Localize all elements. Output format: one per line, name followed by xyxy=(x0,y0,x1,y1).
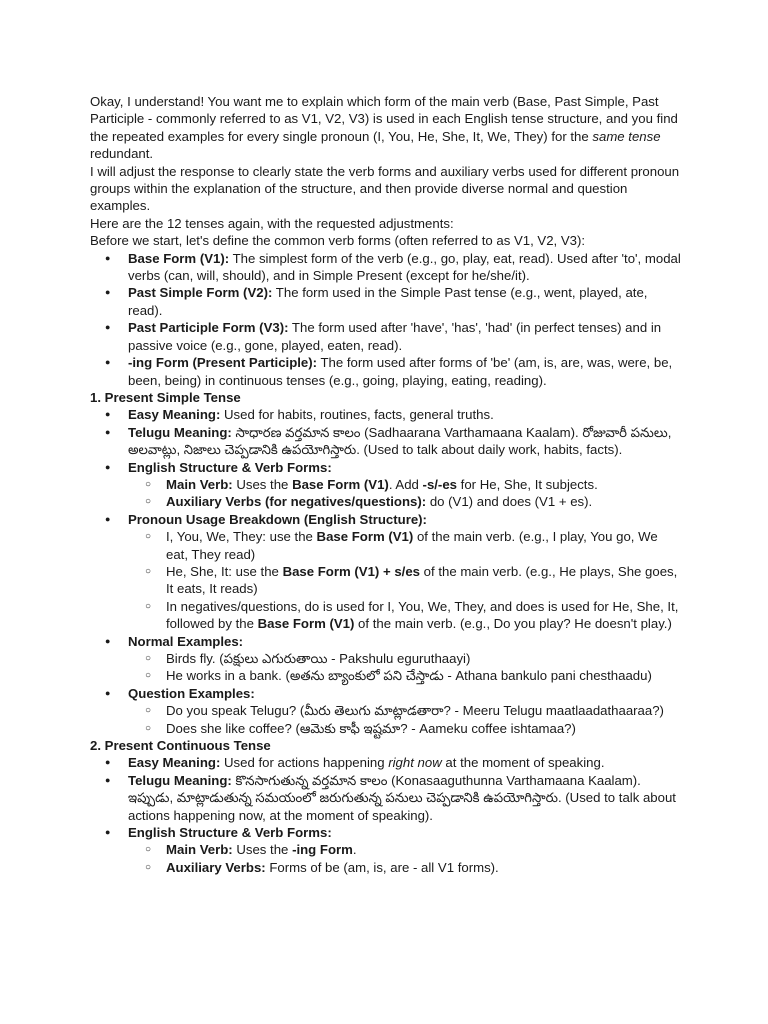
text-run: In negatives/questions, do is used for I, You, We, They, and does is used for He, She, It, followed by the xyxy=(166,598,679,632)
verb-form-item xyxy=(90,319,682,354)
sub-bullet-item xyxy=(128,841,682,858)
bold-term: Telugu Meaning: xyxy=(128,424,232,440)
bold-term: Base Form (V1) + s/es xyxy=(282,563,420,579)
bullet-item xyxy=(90,511,682,633)
bullet-text xyxy=(128,512,427,527)
text-run: Before we start, let's define the common verb forms (often referred to as V1, V2, V3): xyxy=(90,233,586,249)
bold-term: English Structure & Verb Forms: xyxy=(128,459,332,475)
sub-bullet-item xyxy=(128,650,682,667)
bullet-item xyxy=(90,406,682,423)
bullet-text xyxy=(128,634,243,649)
text-run: . xyxy=(352,842,357,858)
text-run: of the main verb. (e.g., I play, You go, We eat, They read) xyxy=(166,529,658,562)
verb-form-item xyxy=(90,250,682,285)
sub-bullet-item xyxy=(128,476,682,493)
text-run: of the main verb. (e.g., Do you play? He doesn't play.) xyxy=(354,616,672,632)
text-run: Do you speak Telugu? (మీరు తెలుగు మాట్లాడతారా? - Meeru Telugu maatlaadathaaraa?) xyxy=(166,703,664,719)
intro-paragraph xyxy=(90,93,682,163)
bold-term: -ing Form (Present Participle): xyxy=(128,355,318,371)
sub-list xyxy=(128,650,682,685)
text-run: . Add xyxy=(388,476,423,492)
text-run: కొనసాగుతున్న వర్తమాన కాలం (Konasaaguthunna Varthamaana Kaalam). ఇప్పుడు, మాట్లాడుతున్న సమయంలో జరుగుతున్న పనులు చెప్పడానికి ఉపయోగిస్తారు. (Used to talk about actions happening now, at the moment of speaking). xyxy=(128,772,676,823)
bold-term: Base Form (V1) xyxy=(292,476,389,492)
text-run: The form used in the Simple Past tense (e.g., went, played, ate, read). xyxy=(128,285,648,318)
text-run: for He, She, It subjects. xyxy=(457,476,598,492)
sub-bullet-item xyxy=(128,528,682,563)
intro-paragraph xyxy=(90,215,682,232)
verb-form-item xyxy=(90,354,682,389)
text-run: I, You, We, They: use the xyxy=(166,529,317,545)
bold-term: Auxiliary Verbs: xyxy=(166,859,266,875)
sub-list xyxy=(128,841,682,876)
text-run: Used for habits, routines, facts, general truths. xyxy=(220,407,494,423)
bold-term: English Structure & Verb Forms: xyxy=(128,825,332,841)
bullet-item xyxy=(90,772,682,824)
text-run: Used for actions happening xyxy=(220,755,389,771)
text-run: of the main verb. (e.g., He plays, She goes, It eats, It reads) xyxy=(166,563,678,597)
text-run: redundant. xyxy=(90,146,154,162)
intro-section xyxy=(90,93,682,250)
bold-term: Main Verb: xyxy=(166,842,233,858)
bold-term: -s/-es xyxy=(422,476,457,492)
bold-term: Easy Meaning: xyxy=(128,407,221,423)
bullet-text xyxy=(128,686,255,701)
bullet-item xyxy=(90,459,682,511)
bold-term: Base Form (V1) xyxy=(316,529,414,545)
tense-heading: 1. Present Simple Tense xyxy=(90,389,241,405)
bold-term: Auxiliary Verbs (for negatives/questions): xyxy=(166,494,427,510)
bullet-item xyxy=(90,685,682,737)
sub-bullet-item xyxy=(128,720,682,737)
sub-bullet-item xyxy=(128,563,682,598)
text-run: The form used after 'have', 'has', 'had' (in perfect tenses) and in passive voice (e.g., gone, played, eaten, read). xyxy=(128,320,662,353)
text-run: at the moment of speaking. xyxy=(441,755,605,771)
text-run: సాధారణ వర్తమాన కాలం (Sadhaarana Varthamaana Kaalam). రోజువారీ పనులు, అలవాట్లు, నిజాలు చెప్పడానికి ఉపయోగిస్తారు. (Used to talk about daily work, habits, facts). xyxy=(128,424,672,458)
text-run: do (V1) and does (V1 + es). xyxy=(426,494,593,510)
bold-term: Base Form (V1) xyxy=(257,616,355,632)
bullet-text xyxy=(128,825,332,840)
intro-paragraph xyxy=(90,163,682,215)
bold-term: Main Verb: xyxy=(166,476,233,492)
text-run: Forms of be (am, is, are - all V1 forms). xyxy=(265,859,499,875)
text-run: Uses the xyxy=(232,842,293,858)
tense-details-list xyxy=(90,406,682,737)
bold-term: Normal Examples: xyxy=(128,633,244,649)
emphasis: same tense xyxy=(592,128,661,144)
bold-term: Question Examples: xyxy=(128,685,255,701)
text-run: Does she like coffee? (ఆమెకు కాఫీ ఇష్టమా? - Aameku coffee ishtamaa?) xyxy=(166,720,576,736)
bold-term: Pronoun Usage Breakdown (English Structure): xyxy=(128,511,427,527)
text-run: Birds fly. (పక్షులు ఎగురుతాయి - Pakshulu eguruthaayi) xyxy=(166,651,471,666)
bold-term: Easy Meaning: xyxy=(128,755,221,771)
emphasis: right now xyxy=(388,755,442,771)
text-run: I will adjust the response to clearly state the verb forms and auxiliary verbs used for different pronoun groups within the explanation of the structure, and then provide diverse normal and question examples. xyxy=(90,163,680,214)
text-run: Okay, I understand! You want me to explain which form of the main verb (Base, Past Simple, Past Participle - commonly referred to as V1, V2, V3) is used in each English tense structure, and you find the repeated examples for every single pronoun (I, You, He, She, It, We, They) for the xyxy=(90,94,678,144)
sub-bullet-item xyxy=(128,859,682,876)
sub-bullet-item xyxy=(128,493,682,510)
bold-term: Past Simple Form (V2): xyxy=(128,285,273,301)
intro-paragraph xyxy=(90,232,682,249)
bullet-text xyxy=(128,755,605,770)
sub-bullet-item xyxy=(128,598,682,633)
bullet-text xyxy=(128,407,494,422)
text-run: The simplest form of the verb (e.g., go, play, eat, read). Used after 'to', modal verbs (can, will, should), and in Simple Present (except for he/she/it). xyxy=(128,250,681,284)
bold-term: -ing Form xyxy=(292,842,353,858)
bullet-text xyxy=(128,773,676,823)
document-page xyxy=(90,93,682,876)
bullet-item xyxy=(90,824,682,876)
verb-forms-list xyxy=(90,250,682,389)
sub-list xyxy=(128,702,682,737)
bold-term: Base Form (V1): xyxy=(128,250,230,266)
bold-term: Past Participle Form (V3): xyxy=(128,320,289,336)
tense-heading: 2. Present Continuous Tense xyxy=(90,738,271,754)
bullet-item xyxy=(90,424,682,459)
verb-form-item xyxy=(90,284,682,319)
text-run: He, She, It: use the xyxy=(166,563,283,579)
tense-details-list xyxy=(90,754,682,876)
bullet-text xyxy=(128,460,332,475)
text-run: He works in a bank. (అతను బ్యాంకులో పని చేస్తాడు - Athana bankulo pani chesthaadu) xyxy=(166,668,652,684)
sub-bullet-item xyxy=(128,667,682,684)
bullet-item xyxy=(90,754,682,771)
sub-list xyxy=(128,476,682,511)
bullet-text xyxy=(128,425,671,457)
sub-bullet-item xyxy=(128,702,682,719)
bold-term: Telugu Meaning: xyxy=(128,772,232,788)
text-run: The form used after forms of 'be' (am, is, are, was, were, be, been, being) in continuous tenses (e.g., going, playing, eating, reading). xyxy=(128,355,673,388)
text-run: Uses the xyxy=(232,476,293,492)
sub-list xyxy=(128,528,682,632)
text-run: Here are the 12 tenses again, with the requested adjustments: xyxy=(90,215,454,231)
bullet-item xyxy=(90,633,682,685)
